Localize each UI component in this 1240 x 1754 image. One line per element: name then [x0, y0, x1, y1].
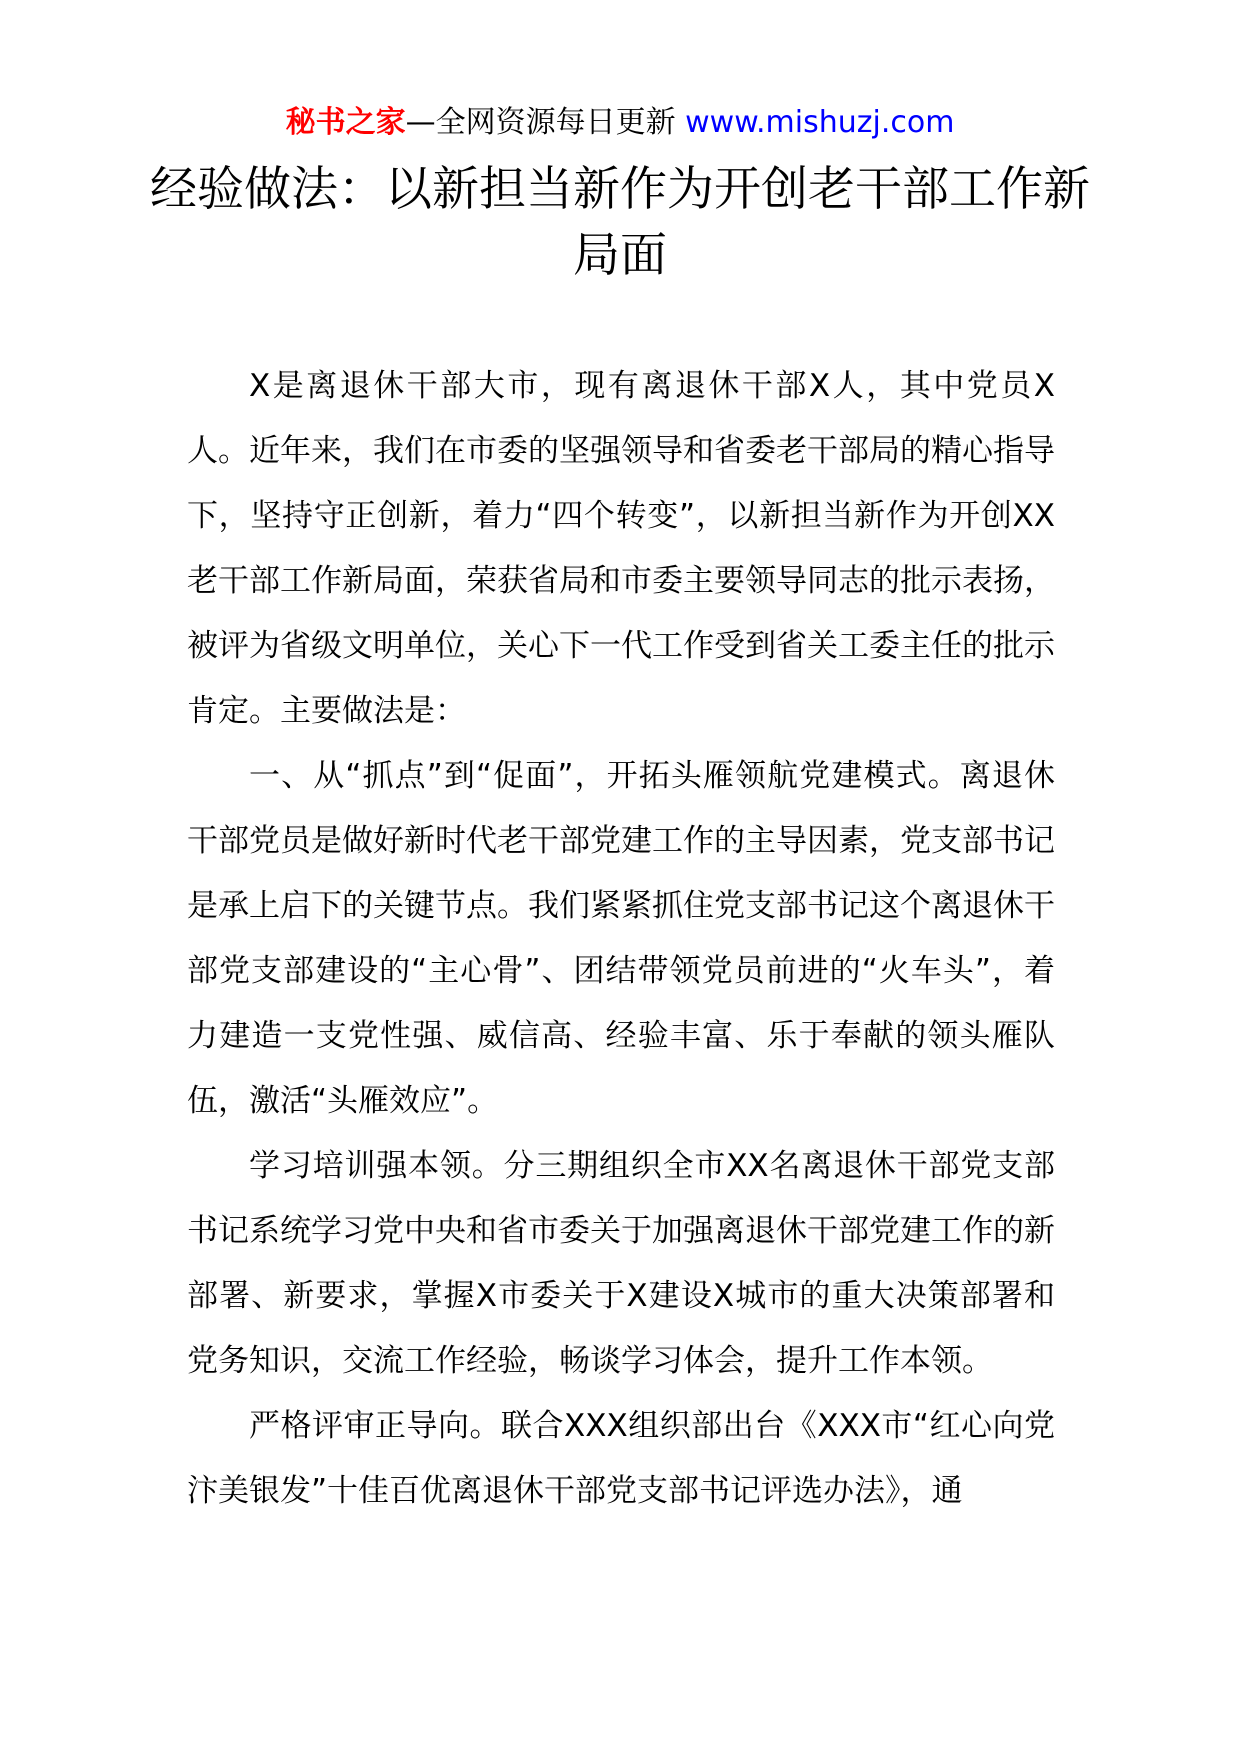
paragraph-section-one: 一、从“抓点”到“促面”，开拓头雁领航党建模式。离退休干部党员是做好新时代老干部党建工作的主导因素，党支部书记是承上启下的关键节点。我们紧紧抓住党支部书记这个离退休干部党支部建设的“主心骨”、团结带领党员前进的“火车头”，着力建造一支党性强、威信高、经验丰富、乐于奉献的领头雁队伍，激活“头雁效应”。	[187, 758, 1055, 1119]
document-title: 经验做法：以新担当新作为开创老干部工作新局面	[150, 162, 1090, 283]
paragraph-study-training: 学习培训强本领。分三期组织全市XX名离退休干部党支部书记系统学习党中央和省市委关于加强离退休干部党建工作的新部署、新要求，掌握X市委关于X建设X城市的重大决策部署和党务知识，交流工作经验，畅谈学习体会，提升工作本领。	[187, 1148, 1055, 1379]
site-brand: 秘书之家	[285, 105, 406, 140]
site-header	[0, 100, 1240, 146]
paragraph-intro: X是离退休干部大市，现有离退休干部X人，其中党员X人。近年来，我们在市委的坚强领导和省委老干部局的精心指导下，坚持守正创新，着力“四个转变”，以新担当新作为开创XX老干部工作新局面，荣获省局和市委主要领导同志的批示表扬，被评为省级文明单位，关心下一代工作受到省关工委主任的批示肯定。主要做法是：	[187, 368, 1055, 729]
document-body	[187, 354, 1055, 1524]
site-tagline: —全网资源每日更新	[405, 105, 676, 140]
site-url-link[interactable]: www.mishuzj.com	[685, 105, 955, 140]
paragraph-strict-review: 严格评审正导向。联合XXX组织部出台《XXX市“红心向党 汴美银发”十佳百优离退休干部党支部书记评选办法》，通	[187, 1408, 1055, 1509]
